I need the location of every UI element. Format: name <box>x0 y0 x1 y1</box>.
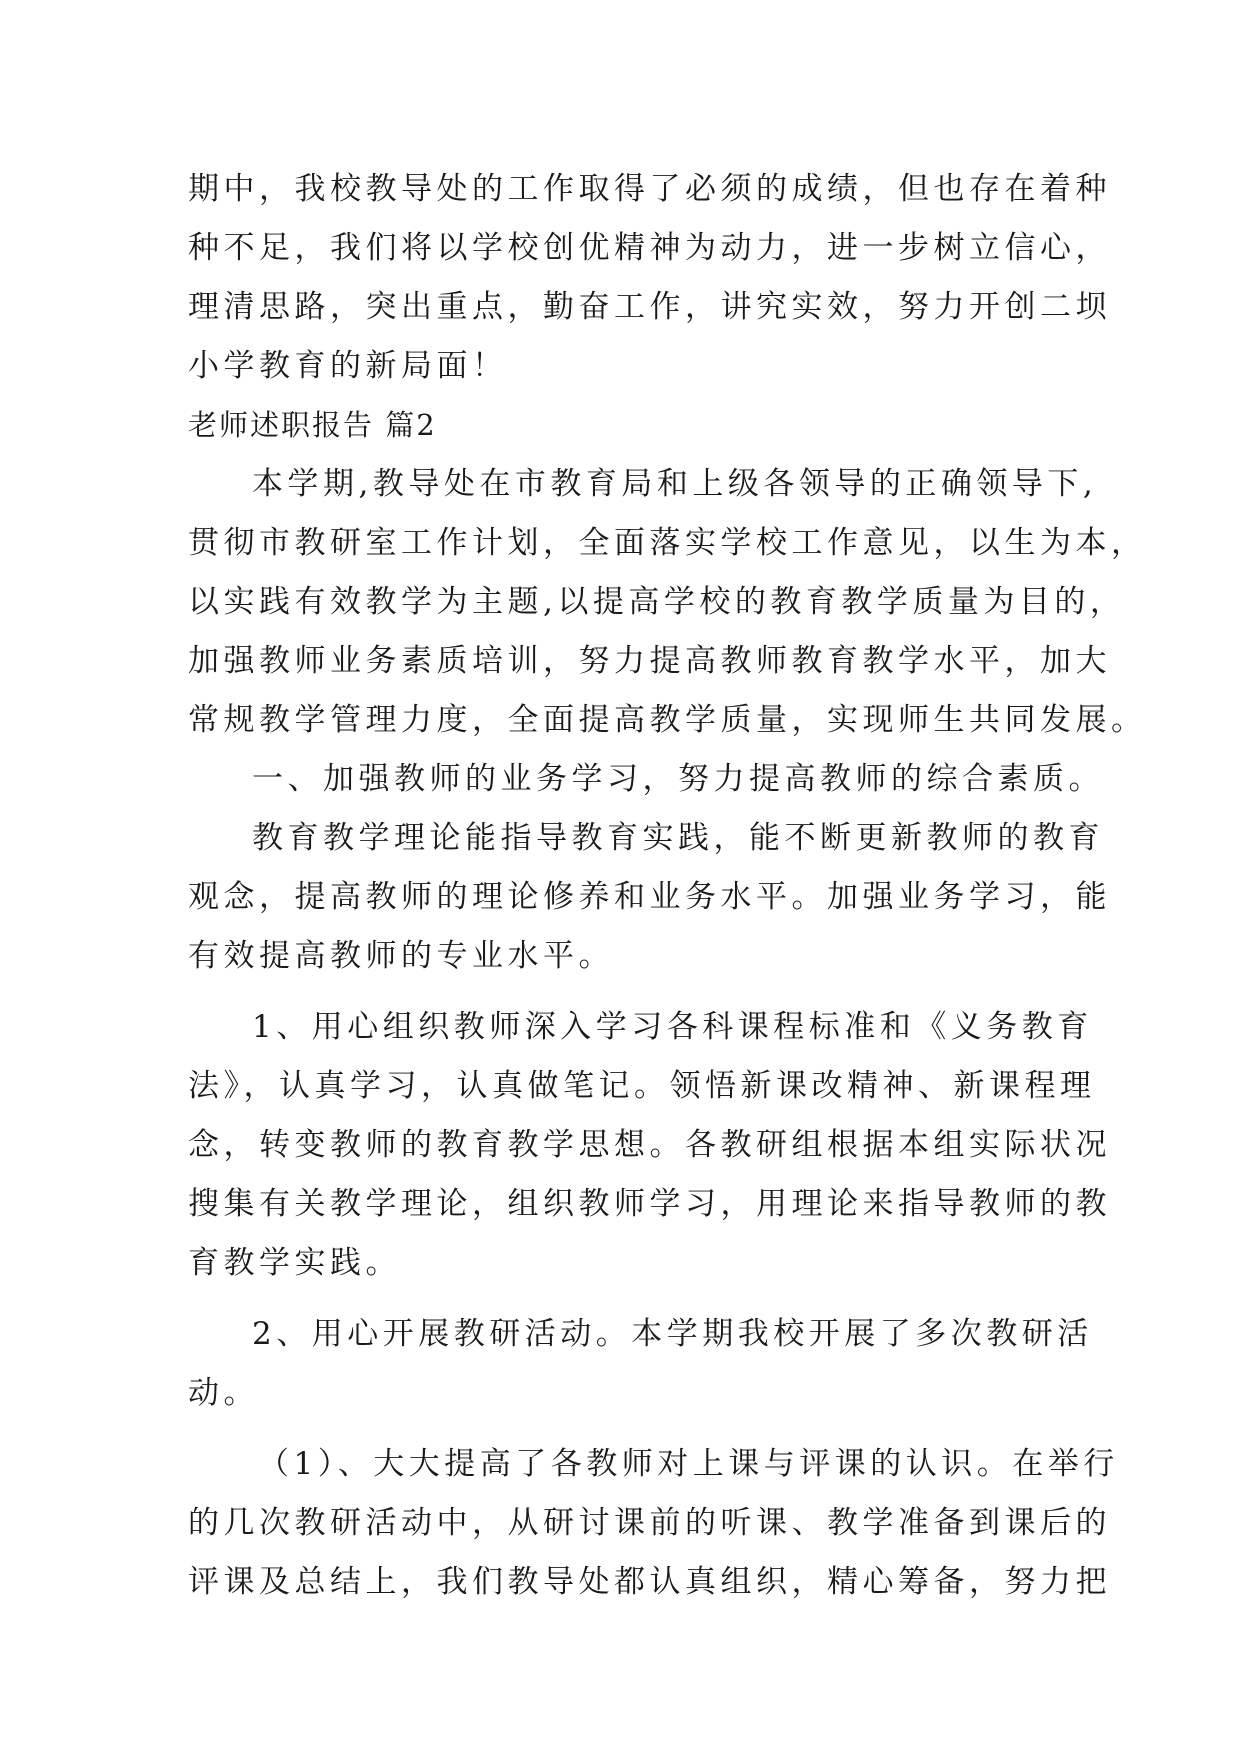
section-heading: 老师述职报告 篇2 <box>188 408 437 442</box>
paragraph-line: 搜集有关教学理论，组织教师学习，用理论来指导教师的教 <box>188 1186 1111 1222</box>
paragraph-line: 评课及总结上，我们教导处都认真组织，精心筹备，努力把 <box>188 1564 1111 1600</box>
paragraph-line: （1）、大大提高了各教师对上课与评课的认识。在举行 <box>258 1446 1119 1482</box>
paragraph-line: 加强教师业务素质培训，努力提高教师教育教学水平，加大 <box>188 643 1111 679</box>
paragraph-line: 有效提高教师的专业水平。 <box>188 938 614 974</box>
paragraph-line: 念，转变教师的教育教学思想。各教研组根据本组实际状况 <box>188 1127 1111 1163</box>
paragraph-line: 2、用心开展教研活动。本学期我校开展了多次教研活 <box>252 1316 1093 1352</box>
document-body <box>188 160 1147 1612</box>
paragraph-line: 观念，提高教师的理论修养和业务水平。加强业务学习，能 <box>188 879 1111 915</box>
paragraph-line: 动。 <box>188 1375 259 1411</box>
paragraph-line: 本学期,教导处在市教育局和上级各领导的正确领导下, <box>252 466 1098 502</box>
paragraph-line: 1、用心组织教师深入学习各科课程标准和《义务教育 <box>252 1009 1093 1045</box>
paragraph-line: 的几次教研活动中，从研讨课前的听课、教学准备到课后的 <box>188 1505 1111 1541</box>
paragraph-line: 种不足，我们将以学校创优精神为动力，进一步树立信心， <box>188 230 1111 266</box>
paragraph-line: 教育教学理论能指导教育实践，能不断更新教师的教育 <box>252 820 1104 856</box>
paragraph-line: 常规教学管理力度，全面提高教学质量，实现师生共同发展。 <box>188 702 1147 738</box>
paragraph-line: 育教学实践。 <box>188 1245 401 1281</box>
paragraph-line: 小学教育的新局面！ <box>188 348 508 384</box>
paragraph-line: 期中，我校教导处的工作取得了必须的成绩，但也存在着种 <box>188 171 1111 207</box>
subheading-line: 一、加强教师的业务学习，努力提高教师的综合素质。 <box>252 761 1104 797</box>
paragraph-line: 理清思路，突出重点，勤奋工作，讲究实效，努力开创二坝 <box>188 289 1111 325</box>
paragraph-line: 贯彻市教研室工作计划，全面落实学校工作意见，以生为本， <box>188 525 1147 561</box>
paragraph-line: 法》，认真学习，认真做笔记。领悟新课改精神、新课程理 <box>188 1068 1096 1104</box>
paragraph-line: 以实践有效教学为主题,以提高学校的教育教学质量为目的， <box>188 584 1126 620</box>
